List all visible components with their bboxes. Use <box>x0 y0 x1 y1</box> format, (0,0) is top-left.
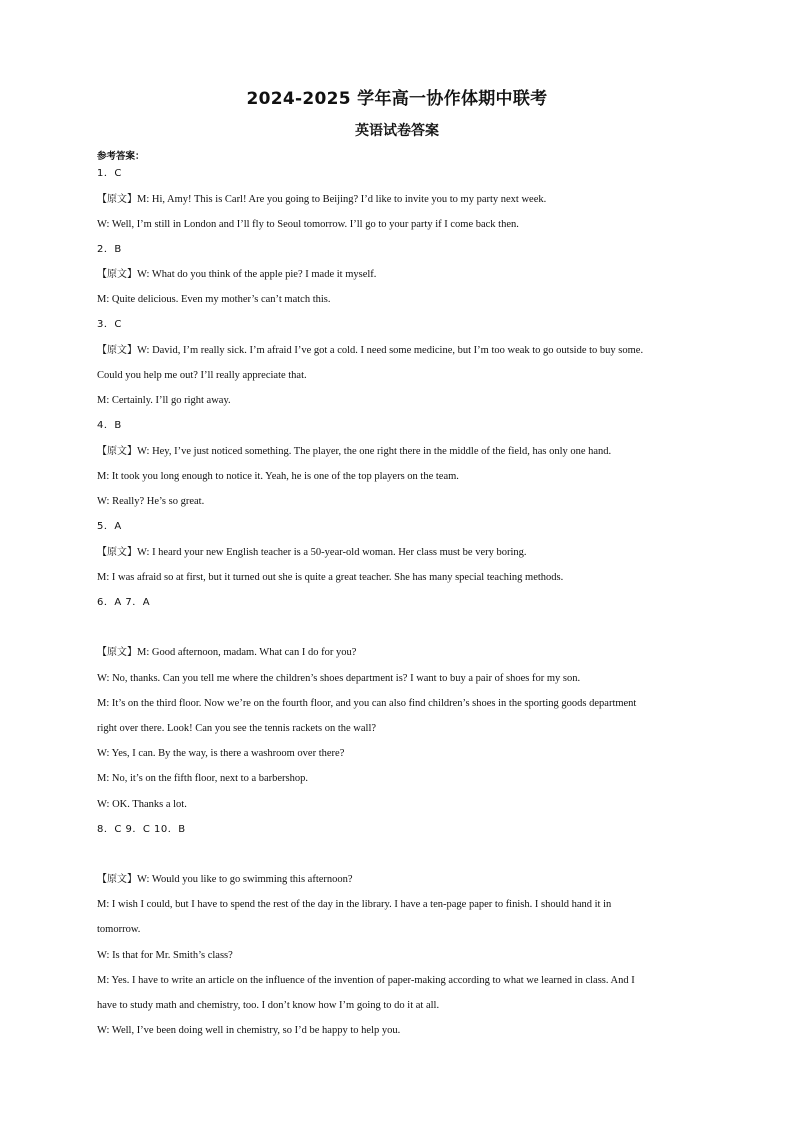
transcript-line: M: It’s on the third floor. Now we’re on the fourth floor, and you can also find children’s shoes in the sporting goods department <box>97 698 637 709</box>
transcript-tag: 【原文】 <box>97 194 137 205</box>
answer-key-line: 6．A 7．A <box>97 597 151 608</box>
transcript-line: M: It took you long enough to notice it. Yeah, he is one of the top players on the team. <box>97 471 459 482</box>
answer-key-line: 4．B <box>97 420 122 431</box>
transcript-text: W: I heard your new English teacher is a 50-year-old woman. Her class must be very boring. <box>137 547 527 558</box>
transcript-tag: 【原文】 <box>97 345 137 356</box>
transcript-start-line <box>97 546 527 560</box>
transcript-text: M: Good afternoon, madam. What can I do for you? <box>137 647 357 658</box>
transcript-line: W: Yes, I can. By the way, is there a washroom over there? <box>97 748 345 759</box>
transcript-line: W: Is that for Mr. Smith’s class? <box>97 950 233 961</box>
transcript-line: M: Yes. I have to write an article on the influence of the invention of paper-making according to what we learned in class. And I <box>97 975 635 986</box>
transcript-line: W: OK. Thanks a lot. <box>97 799 187 810</box>
answer-key-line: 1．C <box>97 168 122 179</box>
answer-key-line: 3．C <box>97 319 122 330</box>
transcript-tag: 【原文】 <box>97 874 137 885</box>
transcript-line: W: Really? He’s so great. <box>97 496 205 507</box>
reference-answers-label: 参考答案： <box>97 151 145 162</box>
transcript-start-line <box>97 344 643 358</box>
transcript-start-line <box>97 873 353 887</box>
answer-key-line: 8．C 9．C 10．B <box>97 824 186 835</box>
transcript-tag: 【原文】 <box>97 446 137 457</box>
transcript-line: W: Well, I’ve been doing well in chemistry, so I’d be happy to help you. <box>97 1025 401 1036</box>
transcript-start-line <box>97 646 356 660</box>
transcript-line: W: Well, I’m still in London and I’ll fly to Seoul tomorrow. I’ll go to your party if I come back then. <box>97 219 519 230</box>
transcript-line: have to study math and chemistry, too. I don’t know how I’m going to do it at all. <box>97 1000 440 1011</box>
transcript-line: M: I was afraid so at first, but it turned out she is quite a great teacher. She has many special teaching methods. <box>97 572 564 583</box>
transcript-line: M: Certainly. I’ll go right away. <box>97 395 231 406</box>
page-subtitle: 英语试卷答案 <box>355 123 439 139</box>
answer-key-line: 2．B <box>97 244 122 255</box>
transcript-tag: 【原文】 <box>97 547 137 558</box>
transcript-text: W: Hey, I’ve just noticed something. The player, the one right there in the middle of the field, has only one hand. <box>137 446 612 457</box>
transcript-line: right over there. Look! Can you see the tennis rackets on the wall? <box>97 723 377 734</box>
transcript-start-line <box>97 445 611 459</box>
transcript-start-line <box>97 268 376 282</box>
transcript-line: M: I wish I could, but I have to spend the rest of the day in the library. I have a ten-page paper to finish. I should hand it in <box>97 899 612 910</box>
transcript-start-line <box>97 193 546 207</box>
transcript-text: W: What do you think of the apple pie? I made it myself. <box>137 269 377 280</box>
transcript-line: tomorrow. <box>97 924 141 935</box>
page-title: 2024-2025 学年高一协作体期中联考 <box>246 89 548 109</box>
transcript-line: M: No, it’s on the fifth floor, next to a barbershop. <box>97 773 308 784</box>
transcript-line: Could you help me out? I’ll really appreciate that. <box>97 370 307 381</box>
answer-key-line: 5．A <box>97 521 122 532</box>
transcript-text: M: Hi, Amy! This is Carl! Are you going to Beijing? I’d like to invite you to my party next week. <box>137 194 547 205</box>
transcript-line: M: Quite delicious. Even my mother’s can’t match this. <box>97 294 331 305</box>
transcript-line: W: No, thanks. Can you tell me where the children’s shoes department is? I want to buy a pair of shoes for my son. <box>97 673 581 684</box>
transcript-tag: 【原文】 <box>97 269 137 280</box>
transcript-tag: 【原文】 <box>97 647 137 658</box>
transcript-text: W: David, I’m really sick. I’m afraid I’ve got a cold. I need some medicine, but I’m too weak to go outside to buy some. <box>137 345 644 356</box>
transcript-text: W: Would you like to go swimming this afternoon? <box>137 874 353 885</box>
